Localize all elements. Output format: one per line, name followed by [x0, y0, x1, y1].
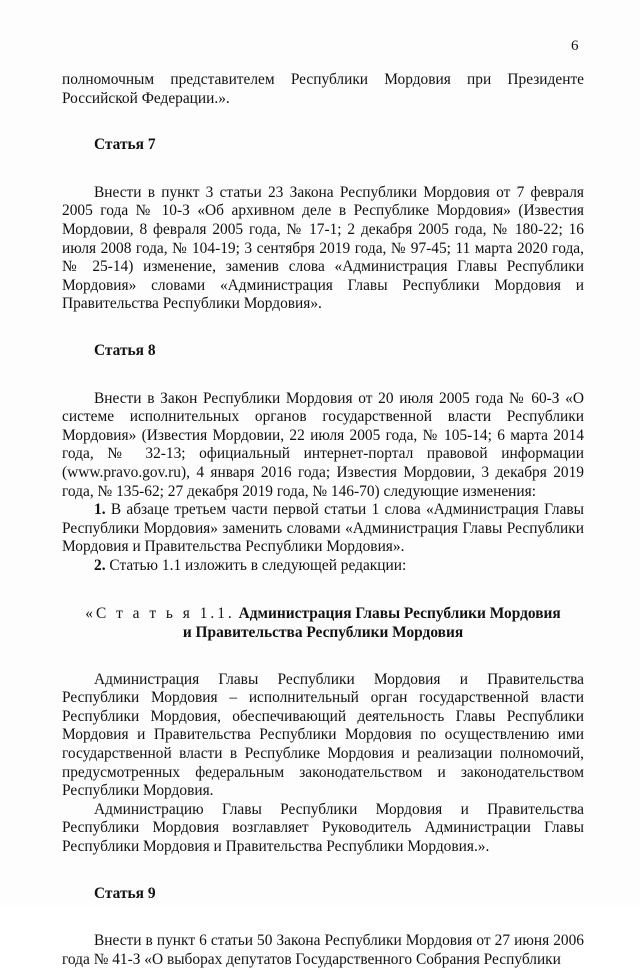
article-8-item-1 [62, 501, 584, 557]
article-1-1-title-line-1: Администрация Главы Республики Мордовия [238, 605, 561, 623]
article-1-1-title-line-2: и Правительства Республики Мордовия [182, 624, 464, 642]
article-9-paragraph: Внести в пункт 6 статьи 50 Закона Республики Мордовия от 27 июня 2006 года № 41-З «О выборах депутатов Государственного Собрания Республики [62, 932, 584, 968]
intro-paragraph: полномочным представителем Республики Мордовия при Президенте Российской Федерации.». [62, 71, 584, 107]
article-8-paragraph: Внести в Закон Республики Мордовия от 20 июля 2005 года № 60-З «О системе исполнительных органов государственной власти Республики Мордовия» (Известия Мордовии, 22 июля 2005 года, № 105-14; 6 марта 2014 года, № 32-13; официальный интернет-портал правовой информации (www.pravo.gov.ru), 4 января 2016 года; Известия Мордовии, 3 декабря 2019 года, № 135-62; 27 декабря 2019 года, № 146-70) следующие изменения: [62, 389, 584, 500]
article-8-heading: Статья 8 [94, 341, 156, 359]
item-1-number: 1. [94, 501, 106, 519]
article-8-item-2 [62, 557, 584, 576]
item-2-number: 2. [94, 556, 106, 574]
article-7-paragraph: Внести в пункт 3 статьи 23 Закона Республики Мордовия от 7 февраля 2005 года № 10-З «Об архивном деле в Республике Мордовия» (Известия Мордовии, 8 февраля 2005 года, № 17-1; 2 декабря 2005 года, № 180-22; 16 июля 2008 года, № 104-19; 3 сентября 2019 года, № 97-45; 11 марта 2020 года, № 25-14) изменение, заменив слова «Администрация Главы Республики Мордовия» словами «Администрация Главы Республики Мордовия и Правительства Республики Мордовия». [62, 183, 584, 313]
article-1-1-paragraph-2: Администрацию Главы Республики Мордовия и Правительства Республики Мордовия возглавляет Руководитель Администрации Главы Республики Мордовия и Правительства Республики Мордовия.». [62, 800, 584, 855]
article-1-1-paragraph-1: Администрация Главы Республики Мордовия и Правительства Республики Мордовия – исполнительный орган государственной власти Республики Мордовия, обеспечивающий деятельность Главы Республики Мордовия и Правительства Республики Мордовия по осуществлению ими государственной власти в Республике Мордовия и реализации полномочий, предусмотренных федеральным законодательством и законодательством Республики Мордовия. [62, 670, 584, 800]
page-number: 6 [571, 38, 579, 54]
article-1-1-prefix: «С т а т ь я 1.1. [85, 605, 235, 623]
article-1-1-title [62, 605, 584, 642]
item-2-text: Статью 1.1 изложить в следующей редакции: [109, 556, 407, 574]
item-1-text: В абзаце третьем части первой статьи 1 слова «Администрация Главы Республики Мордовия» заменить словами «Администрация Главы Республики Мордовия и Правительства Республики Мордовия». [62, 501, 584, 556]
article-7-heading: Статья 7 [94, 136, 156, 154]
article-9-heading: Статья 9 [94, 884, 156, 902]
document-body [62, 71, 584, 969]
